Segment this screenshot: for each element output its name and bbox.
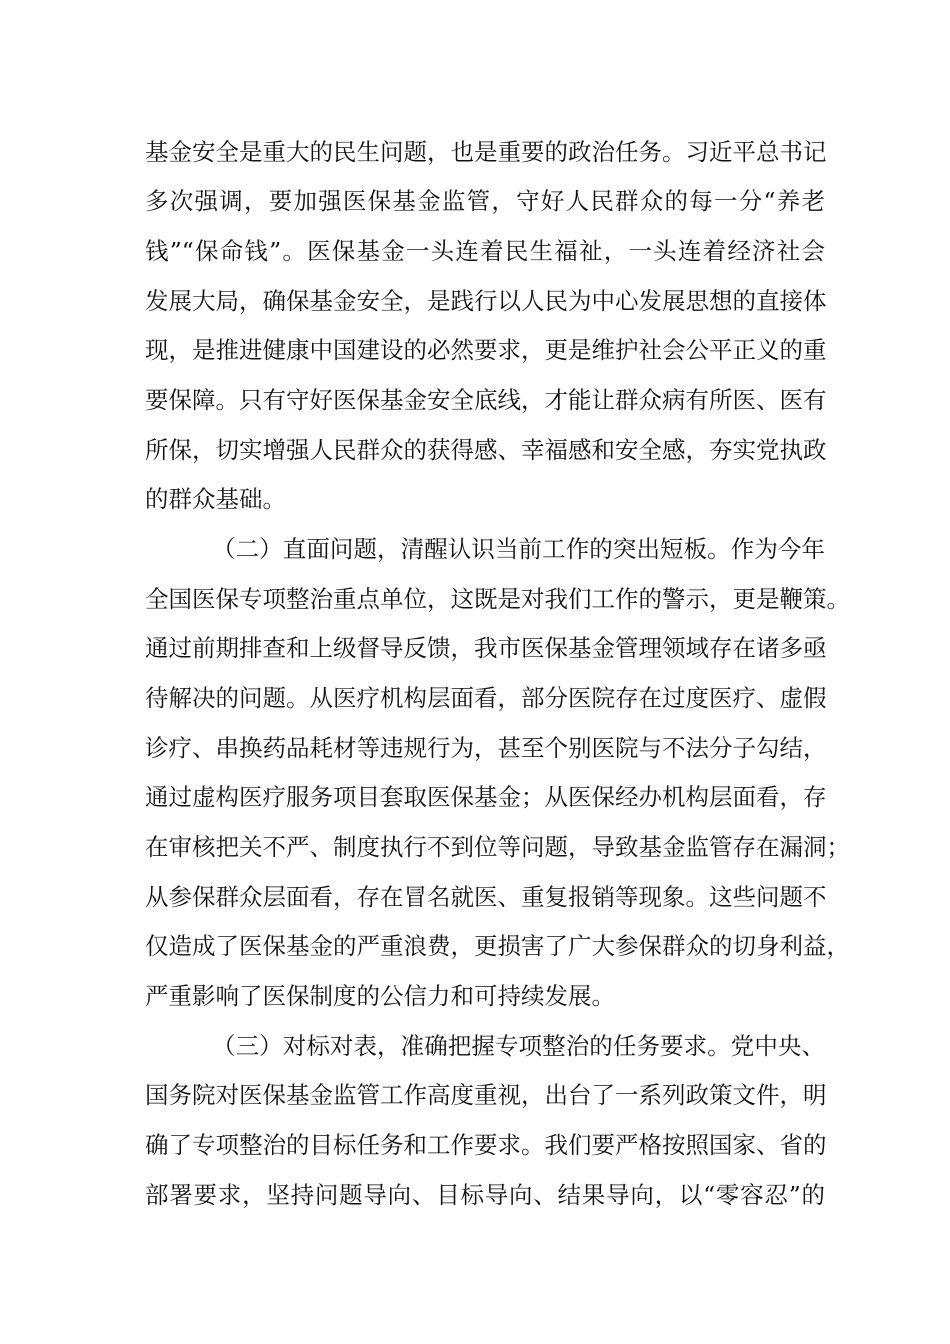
body-text-line: 多次强调，要加强医保基金监管，守好人民群众的每一分“养老 <box>145 187 825 215</box>
body-text-line: 基金安全是重大的民生问题，也是重要的政治任务。习近平总书记 <box>145 138 827 166</box>
section-heading-line: （三）对标对表，准确把握专项整治的任务要求。党中央、 <box>212 1032 825 1060</box>
body-text-line: 钱”“保命钱”。医保基金一头连着民生福祉，一头连着经济社会 <box>145 237 825 265</box>
body-text-line: 严重影响了医保制度的公信力和可持续发展。 <box>145 982 615 1010</box>
body-text-line: 发展大局，确保基金安全，是践行以人民为中心发展思想的直接体 <box>145 287 827 315</box>
body-text-line: 现，是推进健康中国建设的必然要求，更是维护社会公平正义的重 <box>145 336 827 364</box>
body-text-line: 从参保群众层面看，存在冒名就医、重复报销等现象。这些问题不 <box>145 883 827 911</box>
body-text-line: 通过前期排查和上级督导反馈，我市医保基金管理领域存在诸多亟 <box>145 634 827 662</box>
body-text-line: 在审核把关不严、制度执行不到位等问题，导致基金监管存在漏洞； <box>145 833 850 861</box>
section-heading-line: （二）直面问题，清醒认识当前工作的突出短板。作为今年 <box>212 535 825 563</box>
body-text-line: 所保，切实增强人民群众的获得感、幸福感和安全感，夯实党执政 <box>145 436 827 464</box>
body-text-line: 全国医保专项整治重点单位，这既是对我们工作的警示，更是鞭策。 <box>145 585 850 613</box>
body-text-line: 的群众基础。 <box>145 485 286 513</box>
body-text-line: 待解决的问题。从医疗机构层面看，部分医院存在过度医疗、虚假 <box>145 684 827 712</box>
body-text-line: 通过虚构医疗服务项目套取医保基金；从医保经办机构层面看，存 <box>145 783 827 811</box>
body-text-line: 国务院对医保基金监管工作高度重视，出台了一系列政策文件，明 <box>145 1081 827 1109</box>
body-text-line: 部署要求，坚持问题导向、目标导向、结果导向，以“零容忍”的 <box>145 1181 825 1209</box>
body-text-line: 诊疗、串换药品耗材等违规行为，甚至个别医院与不法分子勾结， <box>145 734 827 762</box>
body-text-line: 要保障。只有守好医保基金安全底线，才能让群众病有所医、医有 <box>145 386 827 414</box>
body-text-line: 确了专项整治的目标任务和工作要求。我们要严格按照国家、省的 <box>145 1131 827 1159</box>
body-text-line: 仅造成了医保基金的严重浪费，更损害了广大参保群众的切身利益， <box>145 932 850 960</box>
